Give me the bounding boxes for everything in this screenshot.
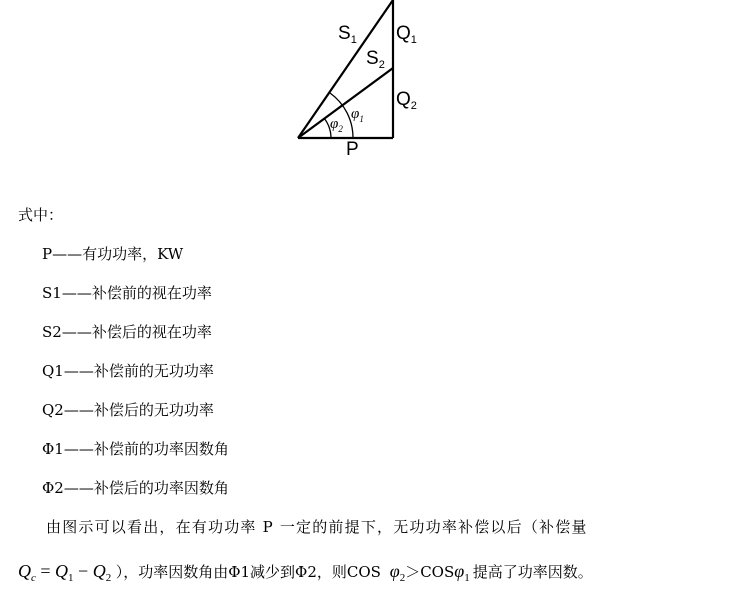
phi2-angle-label-sub: 2 [338, 124, 343, 134]
definition-phi2: Φ2——补偿后的功率因数角 [42, 479, 229, 497]
phi1-symbol [454, 561, 470, 584]
s1-label-sub: 1 [350, 34, 357, 46]
paragraph-line-2 [18, 562, 593, 587]
s1-label [338, 25, 357, 49]
definition-s1: S1——补偿前的视在功率 [42, 284, 212, 302]
phi1-angle-label-main: φ [351, 106, 360, 122]
s2-hypotenuse-line [298, 68, 393, 138]
paragraph-line-1: 由图示可以看出，在有功功率 P 一定的前提下，无功功率补偿以后（补偿量 [46, 518, 588, 536]
definition-q2: Q2——补偿后的无功功率 [42, 401, 214, 419]
q1-label-sub: 1 [410, 34, 417, 46]
paragraph-line-2-part-b: 提高了功率因数。 [472, 563, 593, 581]
power-triangle-diagram [0, 0, 743, 180]
formula-q1: Q [55, 561, 69, 581]
q2-label [396, 91, 417, 115]
q2-label-main: Q [396, 89, 411, 110]
p-label: P [346, 139, 359, 160]
formula-qc-sub: c [31, 572, 36, 584]
greater-than-cos: ＞COS [405, 563, 455, 581]
paragraph-line-2-part-a: ），功率因数角由Φ1减少到Φ2，则COS [115, 563, 381, 581]
phi2-angle-label-main: φ [330, 116, 339, 132]
compensation-formula [18, 561, 116, 584]
s1-label-main: S [338, 23, 351, 44]
formula-minus: − [73, 561, 93, 581]
definition-p: P——有功功率，KW [42, 245, 184, 263]
phi1-symbol-main: φ [454, 561, 465, 581]
q1-label [396, 25, 417, 49]
phi1-angle-label-sub: 1 [359, 114, 364, 124]
formula-q1-sub: 1 [68, 572, 74, 584]
phi1-angle-label [351, 105, 364, 128]
definition-s2: S2——补偿后的视在功率 [42, 323, 212, 341]
formula-q2: Q [92, 561, 106, 581]
formula-q2-sub: 2 [105, 572, 112, 584]
phi1-symbol-sub: 1 [464, 572, 470, 584]
phi2-angle-label [330, 115, 343, 138]
phi2-symbol-sub: 2 [399, 572, 406, 584]
intro-text: 式中： [18, 206, 64, 224]
formula-qc: Q [18, 561, 31, 581]
phi2-symbol-main: φ [389, 561, 400, 581]
definition-phi1: Φ1——补偿前的功率因数角 [42, 440, 229, 458]
s2-label-main: S [366, 48, 379, 69]
s2-label [366, 50, 385, 74]
definition-q1: Q1——补偿前的无功功率 [42, 362, 214, 380]
formula-equals: = [35, 561, 56, 581]
q2-label-sub: 2 [410, 100, 417, 112]
q1-label-main: Q [396, 23, 411, 44]
phi2-symbol [389, 561, 406, 584]
s2-label-sub: 2 [378, 59, 385, 71]
